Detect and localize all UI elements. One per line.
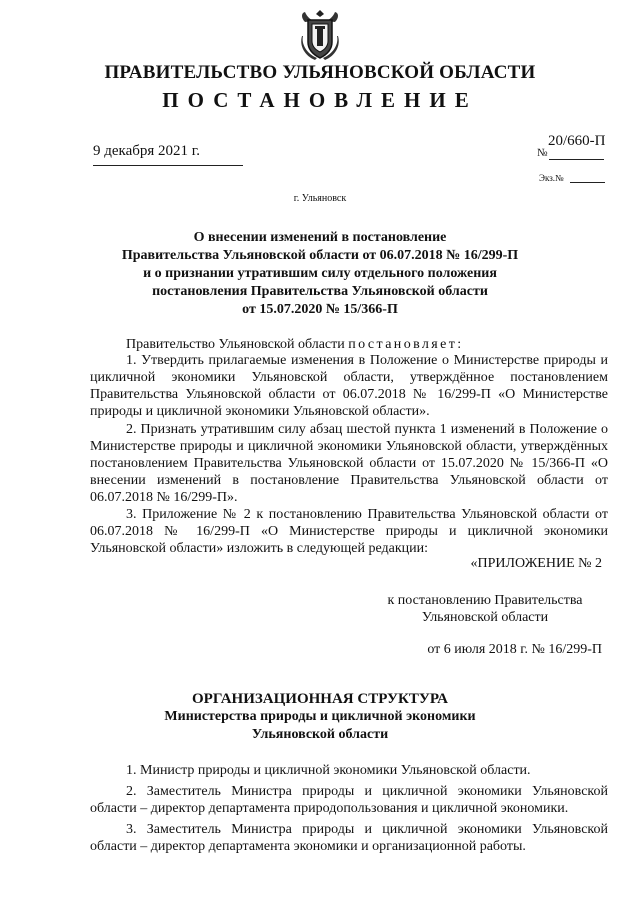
list-item: 3. Заместитель Министра природы и цикличной экономики Ульяновской области – директор департамента экономики и организационной работы. xyxy=(90,822,608,854)
copy-number-label: Экз.№ xyxy=(539,173,564,183)
title-line: постановления Правительства Ульяновской области xyxy=(152,284,488,299)
number-underline xyxy=(549,159,604,160)
intro-subject: Правительство Ульяновской области xyxy=(126,337,345,352)
structure-heading xyxy=(0,690,640,744)
number-label: № xyxy=(537,147,548,159)
structure-list xyxy=(90,762,608,859)
decree-number: 20/660-П xyxy=(548,133,606,149)
intro-paragraph xyxy=(90,336,608,353)
structure-title: ОРГАНИЗАЦИОННАЯ СТРУКТУРА xyxy=(191,691,448,707)
government-name: ПРАВИТЕЛЬСТВО УЛЬЯНОВСКОЙ ОБЛАСТИ xyxy=(104,62,536,83)
paragraph-text: 2. Признать утратившим силу абзац шестой пункта 1 изменений в Положение о Министерстве природы и цикличной экономики Ульяновской области, утверждённых постановлением Правительства Ульяновской области от 15.07.2020 № 15/366-П «О внесении изменений в постановление Правительства Ульяновской области от 06.07.2018 № 16/299-П». xyxy=(90,422,608,505)
paragraph-2 xyxy=(90,421,608,506)
structure-subtitle: Ульяновской области xyxy=(251,727,389,742)
decree-title xyxy=(0,229,640,319)
paragraph-text: 1. Утвердить прилагаемые изменения в Положение о Министерстве природы и цикличной экономики Ульяновской области, утверждённое постановлением Правительства Ульяновской области от 06.07.2018 № 16/299-П «О Министерстве природы и цикличной экономики Ульяновской области». xyxy=(90,353,608,419)
structure-subtitle: Министерства природы и цикличной экономики xyxy=(164,709,476,724)
city: г. Ульяновск xyxy=(293,193,347,204)
intro-verb: постановляет: xyxy=(348,337,464,352)
appendix-to-line: к постановлению Правительства xyxy=(387,593,583,608)
paragraph-1 xyxy=(90,352,608,420)
appendix-date: от 6 июля 2018 г. № 16/299-П xyxy=(427,642,602,657)
coat-of-arms-icon xyxy=(299,8,341,62)
appendix-label: «ПРИЛОЖЕНИЕ № 2 xyxy=(470,556,602,571)
list-item: 1. Министр природы и цикличной экономики Ульяновской области. xyxy=(126,763,531,778)
paragraph-text: 3. Приложение № 2 к постановлению Правительства Ульяновской области от 06.07.2018 № 16/299-П «О Министерстве природы и цикличной экономики Ульяновской области» изложить в следующей редакции: xyxy=(90,507,608,556)
paragraph-3 xyxy=(90,506,608,557)
title-line: от 15.07.2020 № 15/366-П xyxy=(242,302,398,317)
title-line: О внесении изменений в постановление xyxy=(193,230,447,245)
title-line: и о признании утратившим силу отдельного положения xyxy=(143,266,497,281)
date-underline xyxy=(93,165,243,166)
decree-date: 9 декабря 2021 г. xyxy=(93,143,200,159)
document-type: ПОСТАНОВЛЕНИЕ xyxy=(162,88,478,112)
list-item: 2. Заместитель Министра природы и цикличной экономики Ульяновской области – директор департамента природопользования и цикличной экономики. xyxy=(90,784,608,816)
title-line: Правительства Ульяновской области от 06.07.2018 № 16/299-П xyxy=(121,248,519,263)
appendix-to-line: Ульяновской области xyxy=(421,610,549,625)
copy-number-underline xyxy=(570,182,605,183)
appendix-reference xyxy=(360,592,610,626)
